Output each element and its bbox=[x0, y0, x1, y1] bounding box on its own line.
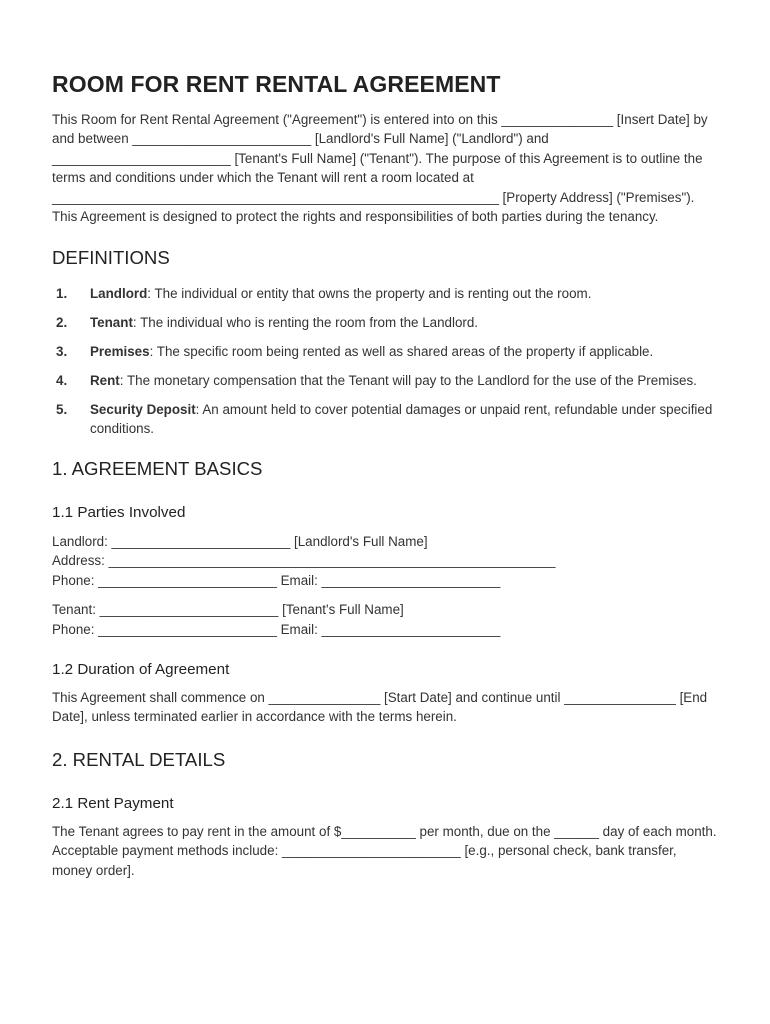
definition-text: : The individual or entity that owns the property and is renting out the room. bbox=[147, 286, 592, 302]
definition-text: : An amount held to cover potential damages or unpaid rent, refundable under specified conditions. bbox=[90, 402, 713, 437]
landlord-contact-line: Phone: ________________________ Email: ________________________ bbox=[52, 572, 501, 588]
item-number: 5. bbox=[56, 402, 68, 418]
definition-text: : The specific room being rented as well as shared areas of the property if applicable. bbox=[149, 344, 654, 360]
item-number: 4. bbox=[56, 373, 68, 389]
definition-term: Tenant bbox=[90, 315, 133, 331]
document-title: ROOM FOR RENT RENTAL AGREEMENT bbox=[52, 71, 501, 97]
list-item bbox=[52, 284, 718, 303]
section-heading-rental-details: 2. RENTAL DETAILS bbox=[52, 748, 226, 770]
definitions-heading: DEFINITIONS bbox=[52, 247, 170, 269]
intro-paragraph: This Room for Rent Rental Agreement ("Agreement") is entered into on this _______________ [Insert Date] by and between ________________________ [Landlord's Full Name] ("Landlord") and ________________________ [Tenant's Full Name] ("Tenant"). The purpose of this Agreement is to outline the terms and conditions under which the Tenant will rent a room located at ____________________________________________________________ [Property Address] ("Premises"). This Agreement is designed to protect the rights and responsibilities of both parties during the tenancy. bbox=[52, 112, 708, 225]
definition-term: Premises bbox=[90, 344, 150, 360]
rent-payment-paragraph: The Tenant agrees to pay rent in the amount of $__________ per month, due on the ______ day of each month. Acceptable payment methods include: ________________________ [e.g., personal check, bank transfer, money order]. bbox=[52, 823, 717, 878]
list-item bbox=[52, 313, 718, 332]
definition-term: Rent bbox=[90, 373, 120, 389]
list-item bbox=[52, 371, 718, 390]
subsection-heading-duration: 1.2 Duration of Agreement bbox=[52, 660, 230, 678]
definition-text: : The individual who is renting the room from the Landlord. bbox=[132, 315, 479, 331]
definition-term: Landlord bbox=[90, 286, 148, 302]
parties-block bbox=[52, 532, 718, 639]
item-number: 2. bbox=[56, 315, 68, 331]
landlord-line: Landlord: ________________________ [Landlord's Full Name] bbox=[52, 533, 428, 549]
item-number: 1. bbox=[56, 286, 68, 302]
item-number: 3. bbox=[56, 344, 68, 360]
subsection-heading-parties: 1.1 Parties Involved bbox=[52, 503, 186, 521]
tenant-line: Tenant: ________________________ [Tenant's Full Name] bbox=[52, 602, 404, 618]
definition-text: : The monetary compensation that the Tenant will pay to the Landlord for the use of the Premises. bbox=[119, 373, 697, 389]
section-heading-agreement-basics: 1. AGREEMENT BASICS bbox=[52, 457, 263, 479]
tenant-contact-line: Phone: ________________________ Email: ________________________ bbox=[52, 621, 501, 637]
duration-paragraph: This Agreement shall commence on _______________ [Start Date] and continue until _______________ [End Date], unless terminated earlier in accordance with the terms herein. bbox=[52, 689, 708, 725]
list-item bbox=[52, 342, 718, 361]
list-item bbox=[52, 400, 718, 439]
definitions-list bbox=[52, 284, 718, 438]
definition-term: Security Deposit bbox=[90, 402, 196, 418]
address-line: Address: ____________________________________________________________ bbox=[52, 553, 556, 569]
subsection-heading-rent-payment: 2.1 Rent Payment bbox=[52, 794, 174, 812]
